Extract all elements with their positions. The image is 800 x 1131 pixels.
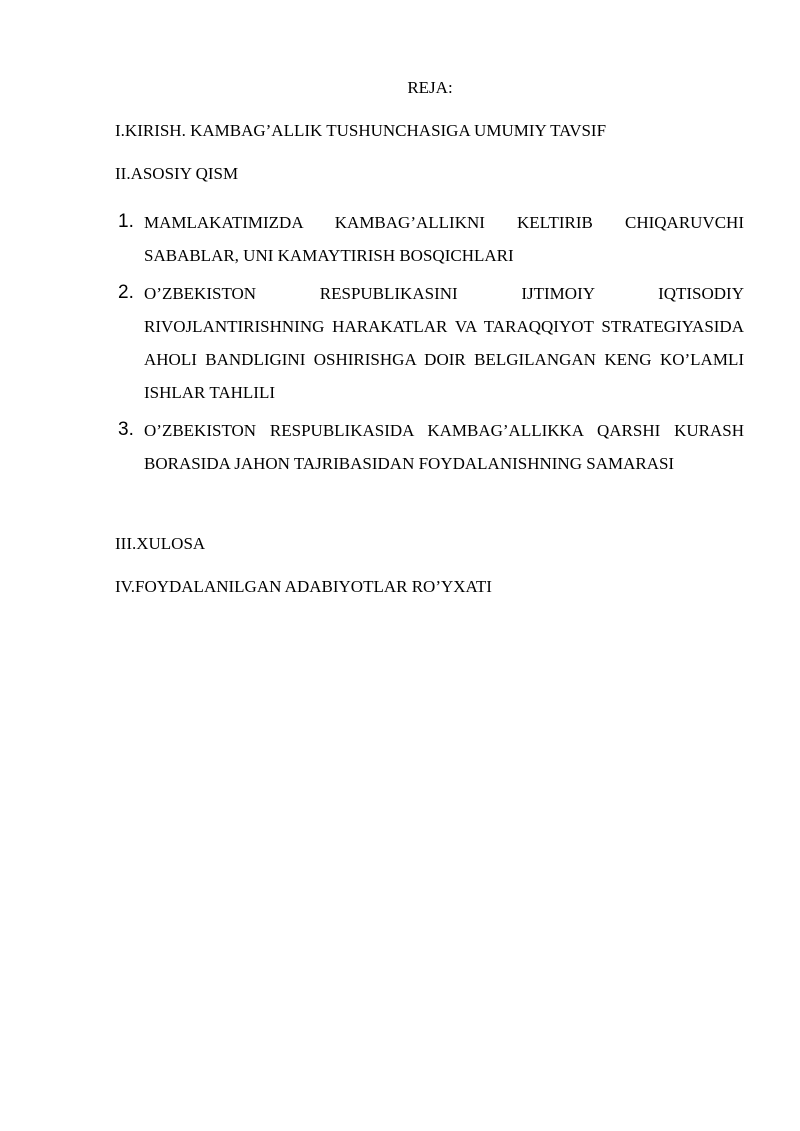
list-item (118, 414, 744, 480)
list-item (118, 277, 744, 409)
list-item-text: O’ZBEKISTON RESPUBLIKASIDA KAMBAG’ALLIKKA QARSHI KURASH BORASIDA JAHON TAJRIBASIDAN FOYDALANISHNING SAMARASI (144, 421, 744, 473)
section-references: IV.FOYDALANILGAN ADABIYOTLAR RO’YXATI (115, 577, 492, 596)
section-main: II.ASOSIY QISM (115, 164, 239, 183)
list-item (118, 206, 744, 272)
list-item-text: MAMLAKATIMIZDA KAMBAG’ALLIKNI KELTIRIB CHIQARUVCHI SABABLAR, UNI KAMAYTIRISH BOSQICHLARI (144, 213, 744, 265)
list-item-number: 1. (118, 211, 134, 232)
numbered-list (118, 206, 744, 480)
list-item-number: 2. (118, 282, 134, 303)
section-intro: I.KIRISH. KAMBAG’ALLIK TUSHUNCHASIGA UMUMIY TAVSIF (115, 121, 607, 140)
list-item-number: 3. (118, 419, 134, 440)
list-item-text: O’ZBEKISTON RESPUBLIKASINI IJTIMOIY IQTISODIY RIVOJLANTIRISHNING HARAKATLAR VA TARAQQIYOT STRATEGIYASIDA AHOLI BANDLIGINI OSHIRISHGA DOIR BELGILANGAN KENG KO’LAMLI ISHLAR TAHLILI (144, 284, 744, 402)
section-conclusion: III.XULOSA (115, 534, 206, 553)
page-title: REJA: (407, 78, 453, 97)
